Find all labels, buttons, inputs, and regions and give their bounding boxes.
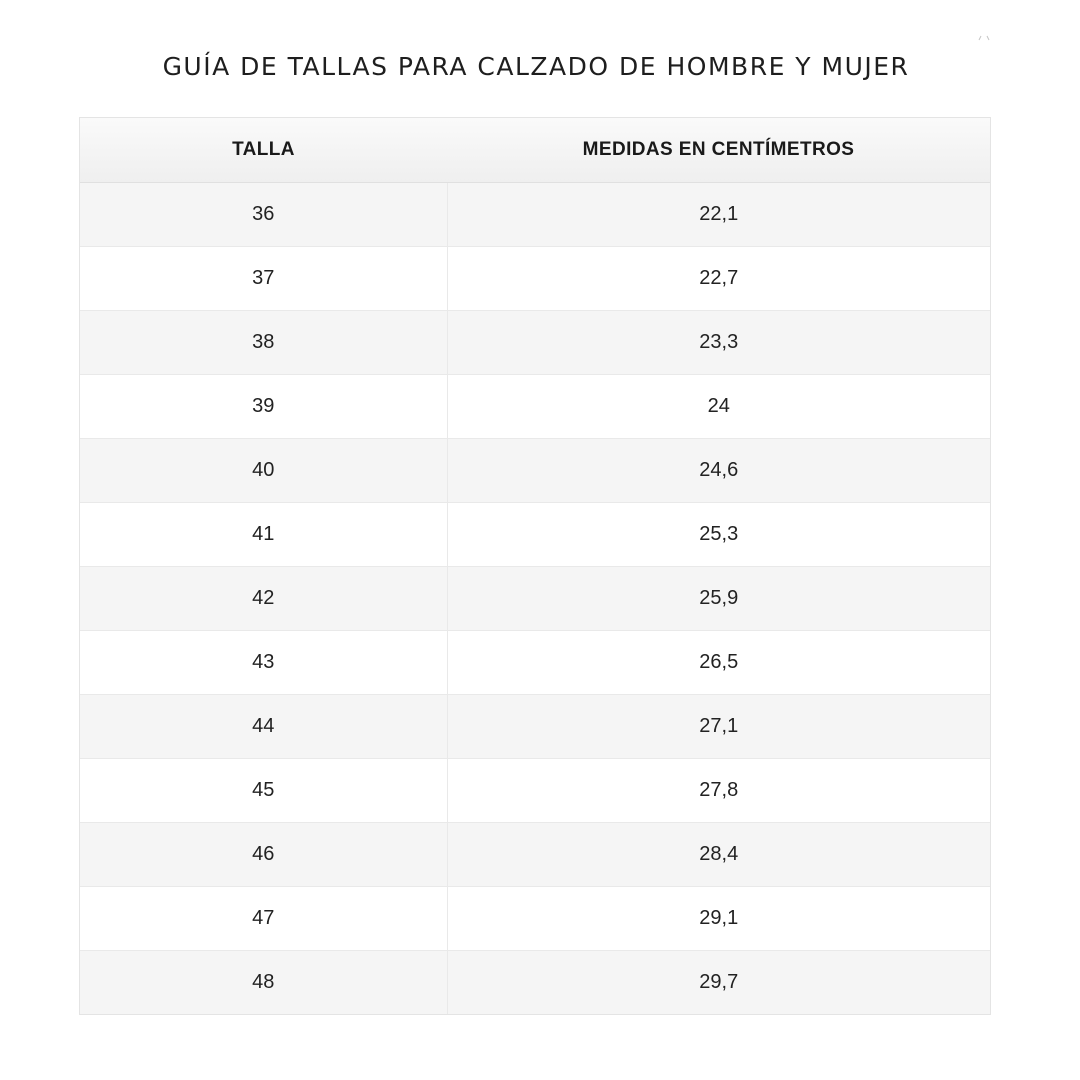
measure-cell: 23,3 — [447, 311, 990, 375]
measure-cell: 25,3 — [447, 503, 990, 567]
table-row — [80, 375, 990, 439]
size-cell: 39 — [80, 375, 447, 439]
size-cell: 46 — [80, 823, 447, 887]
size-guide-table — [79, 117, 991, 1015]
page-title: GUÍA DE TALLAS PARA CALZADO DE HOMBRE Y MUJER — [162, 52, 910, 81]
measure-cell: 24 — [447, 375, 990, 439]
size-cell: 37 — [80, 247, 447, 311]
measure-cell: 29,1 — [447, 887, 990, 951]
measure-cell: 24,6 — [447, 439, 990, 503]
table-body — [80, 183, 990, 1015]
table-row — [80, 887, 990, 951]
size-cell: 45 — [80, 759, 447, 823]
table-row — [80, 503, 990, 567]
table-row — [80, 567, 990, 631]
size-cell: 41 — [80, 503, 447, 567]
size-cell: 48 — [80, 951, 447, 1015]
size-cell: 36 — [80, 183, 447, 247]
table-row — [80, 951, 990, 1015]
size-cell: 42 — [80, 567, 447, 631]
table-row — [80, 183, 990, 247]
measure-cell: 22,7 — [447, 247, 990, 311]
measure-cell: 27,8 — [447, 759, 990, 823]
table-header-row — [80, 118, 990, 183]
table-row — [80, 439, 990, 503]
table-row — [80, 311, 990, 375]
measure-cell: 25,9 — [447, 567, 990, 631]
column-header-size: TALLA — [80, 118, 447, 183]
size-cell: 47 — [80, 887, 447, 951]
measure-cell: 29,7 — [447, 951, 990, 1015]
table-row — [80, 759, 990, 823]
table-row — [80, 247, 990, 311]
table-row — [80, 823, 990, 887]
size-cell: 44 — [80, 695, 447, 759]
measure-cell: 27,1 — [447, 695, 990, 759]
measure-cell: 28,4 — [447, 823, 990, 887]
measure-cell: 26,5 — [447, 631, 990, 695]
column-header-measure: MEDIDAS EN CENTÍMETROS — [447, 118, 990, 183]
size-cell: 40 — [80, 439, 447, 503]
size-cell: 38 — [80, 311, 447, 375]
close-icon[interactable] — [978, 34, 990, 42]
measure-cell: 22,1 — [447, 183, 990, 247]
table-row — [80, 631, 990, 695]
size-cell: 43 — [80, 631, 447, 695]
table-row — [80, 695, 990, 759]
